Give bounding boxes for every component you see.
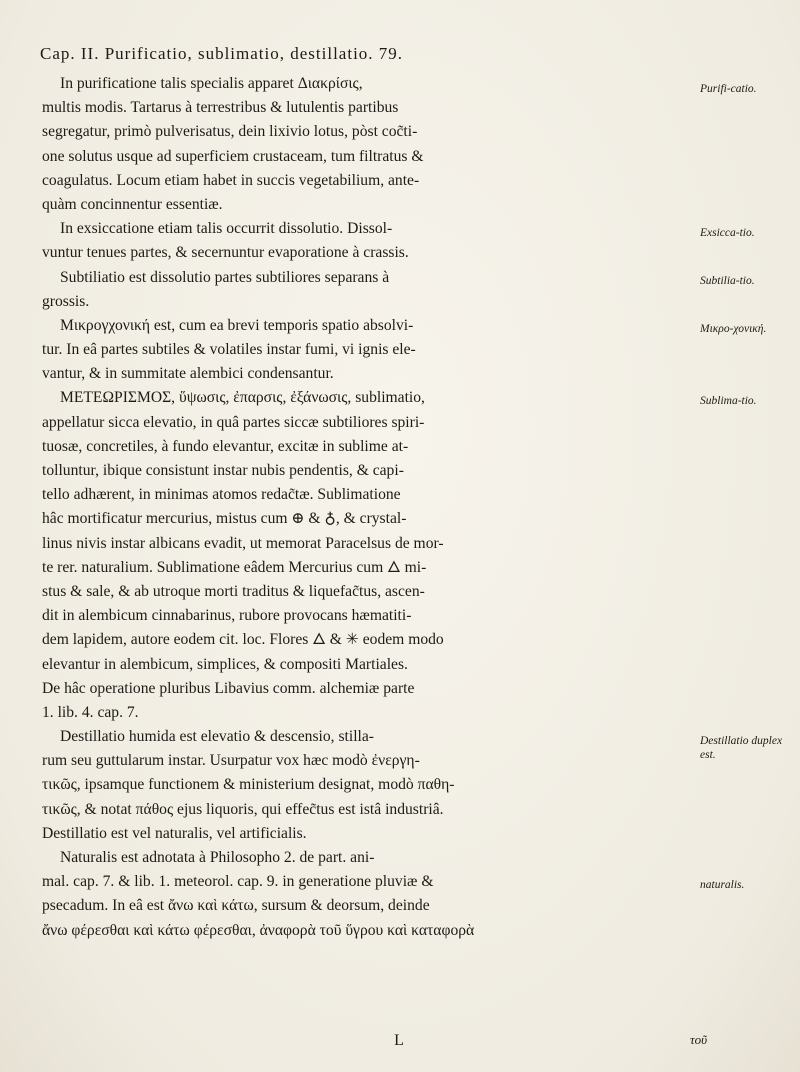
- margin-note: Subtilia-tio.: [700, 275, 755, 287]
- text-line: In purificatione talis specialis apparet Διακρίσις,: [60, 75, 363, 92]
- margin-note: Exsicca-tio.: [700, 227, 755, 239]
- text-line: dit in alembicum cinnabarinus, rubore provocans hæmatiti-: [42, 607, 412, 625]
- text-line: tuosæ, concretiles, à fundo elevantur, excitæ in sublime at-: [42, 437, 409, 455]
- text-line: elevantur in alembicum, simplices, & compositi Martiales.: [42, 655, 408, 673]
- text-line: 1. lib. 4. cap. 7.: [42, 703, 139, 721]
- text-line: rum seu guttularum instar. Usurpatur vox hæc modò ἐνεργη-: [42, 752, 420, 770]
- margin-note: Sublima-tio.: [700, 395, 757, 407]
- margin-note: Destillatio duplex est.: [700, 735, 783, 761]
- catchword: L: [394, 1032, 406, 1049]
- text-line: appellatur sicca elevatio, in quâ partes siccæ subtiliores spiri-: [42, 413, 425, 431]
- text-line: dem lapidem, autore eodem cit. loc. Flores 🜂 & ✳ eodem modo: [42, 631, 444, 649]
- text-line: Naturalis est adnotata à Philosopho 2. de part. ani-: [60, 849, 375, 866]
- text-line: stus & sale, & ab utroque morti traditus & liquefac̃tus, ascen-: [42, 582, 425, 600]
- text-line: multis modis. Tartarus à terrestribus & lutulentis partibus: [42, 99, 399, 117]
- text-line: quàm concinnentur essentiæ.: [42, 195, 223, 213]
- text-line: tello adhærent, in minimas atomos redac̃tæ. Sublimatione: [42, 486, 401, 504]
- text-line: De hâc operatione pluribus Libavius comm. alchemiæ parte: [42, 679, 415, 697]
- text-line: te rer. naturalium. Sublimatione eâdem Mercurius cum 🜂 mi-: [42, 558, 427, 576]
- text-line: In exsiccatione etiam talis occurrit dissolutio. Dissol-: [60, 220, 393, 238]
- text-line: ΜΕΤΕΩΡΙΣΜΟΣ, ὕψωσις, ἐπαρσις, ἐξάνωσις, sublimatio,: [60, 389, 425, 407]
- text-line: hâc mortificatur mercurius, mistus cum ⊕ & ♁, & crystal-: [42, 510, 407, 528]
- body-text: [42, 72, 682, 943]
- text-line: τικῶς, ipsamque functionem & ministerium designat, modò παθη-: [42, 776, 455, 794]
- text-line: tolluntur, ibique consistunt instar nubis pendentis, & capi-: [42, 462, 404, 479]
- text-line: psecadum. In eâ est ἄνω καὶ κάτω, sursum & deorsum, deinde: [42, 897, 430, 915]
- running-head: Cap. II. Purificatio, sublimatio, destillatio. 79.: [40, 44, 404, 63]
- text-line: Destillatio est vel naturalis, vel artificialis.: [42, 824, 307, 842]
- margin-note: Μικρο-χονική.: [700, 323, 767, 335]
- text-line: mal. cap. 7. & lib. 1. meteorol. cap. 9. in generatione pluviæ &: [42, 873, 434, 891]
- text-line: τικῶς, & notat πάθος ejus liquoris, qui effec̃tus est istâ industriâ.: [42, 800, 444, 818]
- signature-catch: τοῦ: [690, 1032, 708, 1047]
- text-line: tur. In eâ partes subtiles & volatiles instar fumi, vi ignis ele-: [42, 341, 416, 359]
- text-line: vantur, & in summitate alembici condensantur.: [42, 365, 334, 383]
- text-line: coagulatus. Locum etiam habet in succis vegetabilium, ante-: [42, 171, 420, 189]
- text-line: one solutus usque ad superficiem crustaceam, tum filtratus &: [42, 147, 424, 165]
- text-line: Μικρογχονική est, cum ea brevi temporis spatio absolvi-: [60, 316, 414, 334]
- margin-note: naturalis.: [700, 879, 745, 891]
- text-line: vuntur tenues partes, & secernuntur evaporatione à crassis.: [42, 244, 409, 262]
- text-line: Destillatio humida est elevatio & descensio, stilla-: [60, 728, 374, 746]
- text-line: Subtiliatio est dissolutio partes subtiliores separans à: [60, 268, 390, 286]
- text-line: grossis.: [42, 292, 90, 310]
- text-line: segregatur, primò pulverisatus, dein lixivio lotus, pòst coc̃ti-: [42, 123, 418, 141]
- text-line: linus nivis instar albicans evadit, ut memorat Paracelsus de mor-: [42, 534, 444, 552]
- text-line: ἄνω φέρεσθαι καὶ κάτω φέρεσθαι, ἀναφορὰ τοῦ ὕγρου καὶ καταφορὰ: [42, 921, 475, 939]
- margin-note: Purifi-catio.: [700, 83, 757, 95]
